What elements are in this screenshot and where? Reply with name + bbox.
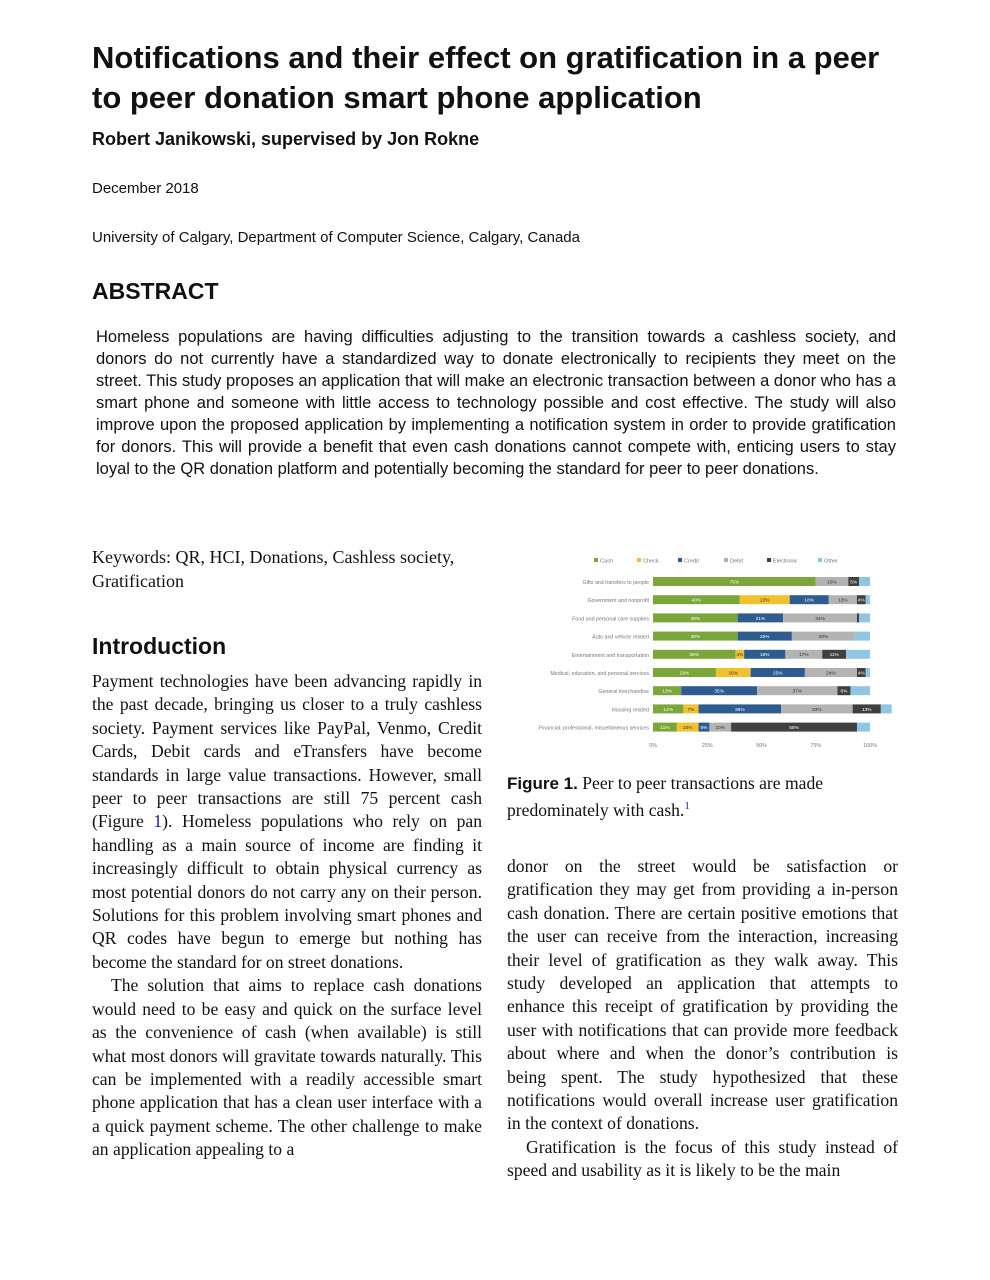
legend-swatch-check bbox=[637, 558, 641, 562]
legend-label-cash: Cash bbox=[600, 558, 614, 565]
legend-label-other: Other bbox=[824, 558, 838, 565]
abstract-text: Homeless populations are having difficulties adjusting to the transition towards a cashless society, and donors do not currently have a standardized way to donate electronically to recipients they meet on the street. This study proposes an application that will make an electronic transaction between a donor who has a smart phone and someone with little access to technology possible and cost effective. The study will also improve upon the proposed application by implementing a notification system in order to provide gratification for donors. This will provide a benefit that even cash donations cannot compete with, enticing users to stay loyal to the QR donation platform and potentially becoming the standard for peer to peer donations. bbox=[96, 328, 896, 478]
figure-label: Figure 1. bbox=[507, 774, 578, 793]
bar-segment-other bbox=[881, 704, 892, 713]
bar-segment-other bbox=[866, 668, 870, 677]
bar-segment-other bbox=[846, 650, 870, 659]
data-label: 21% bbox=[755, 616, 766, 622]
bar-segment-other bbox=[859, 613, 870, 622]
figure-caption-text: Peer to peer transactions are made predominately with cash. bbox=[507, 773, 824, 821]
data-label: 38% bbox=[734, 707, 745, 713]
data-label: 23% bbox=[759, 598, 770, 604]
left-column bbox=[92, 546, 482, 1162]
keywords: Keywords: QR, HCI, Donations, Cashless society, Gratification bbox=[92, 547, 455, 591]
data-label: 4% bbox=[857, 598, 865, 604]
stacked-bar-chart bbox=[524, 552, 877, 752]
category-label: General merchandise bbox=[598, 689, 649, 696]
right-paragraph-2: Gratification is the focus of this study instead of speed and usability as it is likely to be the main bbox=[507, 1136, 898, 1181]
x-tick-label: 75% bbox=[810, 743, 822, 749]
legend-swatch-electronic bbox=[767, 558, 771, 562]
data-label: 6% bbox=[840, 689, 848, 695]
data-label: 13% bbox=[838, 598, 848, 604]
data-label: 15% bbox=[827, 580, 837, 586]
data-label: 25% bbox=[759, 635, 770, 640]
x-tick-label: 100% bbox=[863, 743, 877, 749]
data-label: 39% bbox=[690, 635, 701, 640]
publication-date: December 2018 bbox=[92, 180, 199, 197]
data-label: 11% bbox=[660, 726, 670, 731]
legend-swatch-other bbox=[818, 558, 822, 562]
x-tick-label: 50% bbox=[756, 743, 767, 749]
category-label: Medical, education, and personal services bbox=[550, 671, 649, 677]
bar-segment-other bbox=[850, 686, 870, 695]
authors: Robert Janikowski, supervised by Jon Rokne bbox=[92, 129, 480, 149]
data-label: 24% bbox=[826, 671, 836, 677]
data-label: 25% bbox=[772, 671, 783, 677]
data-label: 4% bbox=[736, 653, 744, 659]
category-label: Housing related bbox=[611, 707, 649, 714]
category-label: Financial, professional, miscellaneous services bbox=[538, 725, 649, 732]
data-label: 10% bbox=[715, 726, 726, 731]
category-label: Gifts and transfers to people bbox=[582, 580, 649, 586]
data-label: 14% bbox=[663, 707, 673, 713]
data-label: 35% bbox=[714, 689, 724, 695]
intro-text-a: Payment technologies have been advancing rapidly in the past decade, bringing us closer to a truly cashless society. Payment services like PayPal, Venmo, Credit Cards, Debit cards and eTransfers have become standards in large value transactions. However, small peer to peer transactions are still 75 percent cash (Figure bbox=[92, 671, 482, 832]
data-label: 10% bbox=[682, 726, 693, 731]
data-label: 75% bbox=[729, 580, 740, 586]
bar-segment-other bbox=[855, 632, 870, 641]
category-label: Entertainment and transportation bbox=[571, 652, 649, 659]
bar-segment-other bbox=[859, 577, 870, 586]
bar-segment-other bbox=[857, 723, 870, 732]
paper-title: Notifications and their effect on gratification in a peer to peer donation smart phone application bbox=[92, 40, 880, 115]
data-label: 11% bbox=[829, 653, 839, 659]
data-label: 39% bbox=[690, 616, 701, 622]
data-label: 38% bbox=[689, 653, 700, 659]
data-label: 13% bbox=[861, 707, 872, 713]
affiliation: University of Calgary, Department of Computer Science, Calgary, Canada bbox=[92, 229, 580, 246]
data-label: 4% bbox=[857, 671, 865, 677]
data-label: 37% bbox=[792, 689, 803, 695]
data-label: 5% bbox=[700, 726, 708, 731]
data-label: 18% bbox=[804, 598, 815, 604]
right-paragraph-1: donor on the street would be satisfaction or gratification they may get from providing a in-person cash donation. There are certain positive emotions that the user can receive from the interaction, increasing their level of gratification as they walk away. This study developed an application that attempts to enhance this receipt of gratification by providing the user with notifications that can provide more feedback about where and when the donor’s contribution is being spent. The study hypothesized that these notifications would overall increase user gratification in the context of donations. bbox=[507, 856, 898, 1134]
legend-swatch-credit bbox=[678, 558, 682, 562]
category-label: Auto and vehicle related bbox=[592, 634, 649, 641]
figure-caption bbox=[507, 772, 897, 823]
legend-swatch-cash bbox=[594, 558, 598, 562]
data-label: 7% bbox=[687, 707, 695, 713]
category-label: Food and personal care supplies bbox=[572, 616, 649, 623]
abstract-heading: ABSTRACT bbox=[92, 278, 219, 304]
legend-label-debit: Debit bbox=[730, 558, 744, 565]
intro-paragraph-2: The solution that aims to replace cash donations would need to be easy and quick on the surface level as the convenience of cash (when available) is still what most donors will gravitate towards naturally. This can be implemented with a readily accessible smart phone application that has a clean user interface with a a quick payment scheme. The other challenge to make an application appealing to a bbox=[92, 975, 482, 1160]
right-column bbox=[507, 855, 898, 1183]
intro-text-b: ). Homeless populations who rely on pan handling as a main source of income are finding it increasingly difficult to obtain physical currency as most potential donors do not carry any on their person. Solutions for this problem involving smart phones and QR codes have begun to emerge but nothing has become the standard for on street donations. bbox=[92, 811, 482, 972]
legend-label-electronic: Electronic bbox=[773, 558, 798, 565]
footnote-marker[interactable]: 1 bbox=[684, 800, 690, 813]
data-label: 13% bbox=[662, 689, 672, 695]
data-label: 29% bbox=[818, 635, 829, 640]
data-label: 16% bbox=[728, 671, 739, 677]
data-label: 33% bbox=[812, 707, 822, 713]
data-label: 29% bbox=[679, 671, 690, 677]
x-tick-label: 25% bbox=[701, 743, 713, 749]
bar-segment-electronic bbox=[857, 613, 859, 622]
data-label: 34% bbox=[815, 616, 825, 622]
data-label: 19% bbox=[759, 653, 770, 659]
data-label: 58% bbox=[789, 726, 799, 731]
data-label: 5% bbox=[850, 580, 858, 586]
x-tick-label: 0% bbox=[649, 743, 657, 749]
legend-swatch-debit bbox=[724, 558, 728, 562]
introduction-heading: Introduction bbox=[92, 633, 227, 659]
legend-label-check: Check bbox=[643, 558, 659, 565]
figure-1-chart bbox=[524, 552, 877, 752]
intro-paragraph-1 bbox=[92, 670, 482, 974]
data-label: 17% bbox=[799, 653, 809, 659]
category-label: Government and nonprofit bbox=[587, 598, 649, 605]
figure-reference-link[interactable]: 1 bbox=[153, 811, 163, 832]
legend-label-credit: Credit bbox=[684, 558, 699, 565]
bar-segment-other bbox=[866, 595, 870, 604]
data-label: 40% bbox=[691, 598, 702, 604]
